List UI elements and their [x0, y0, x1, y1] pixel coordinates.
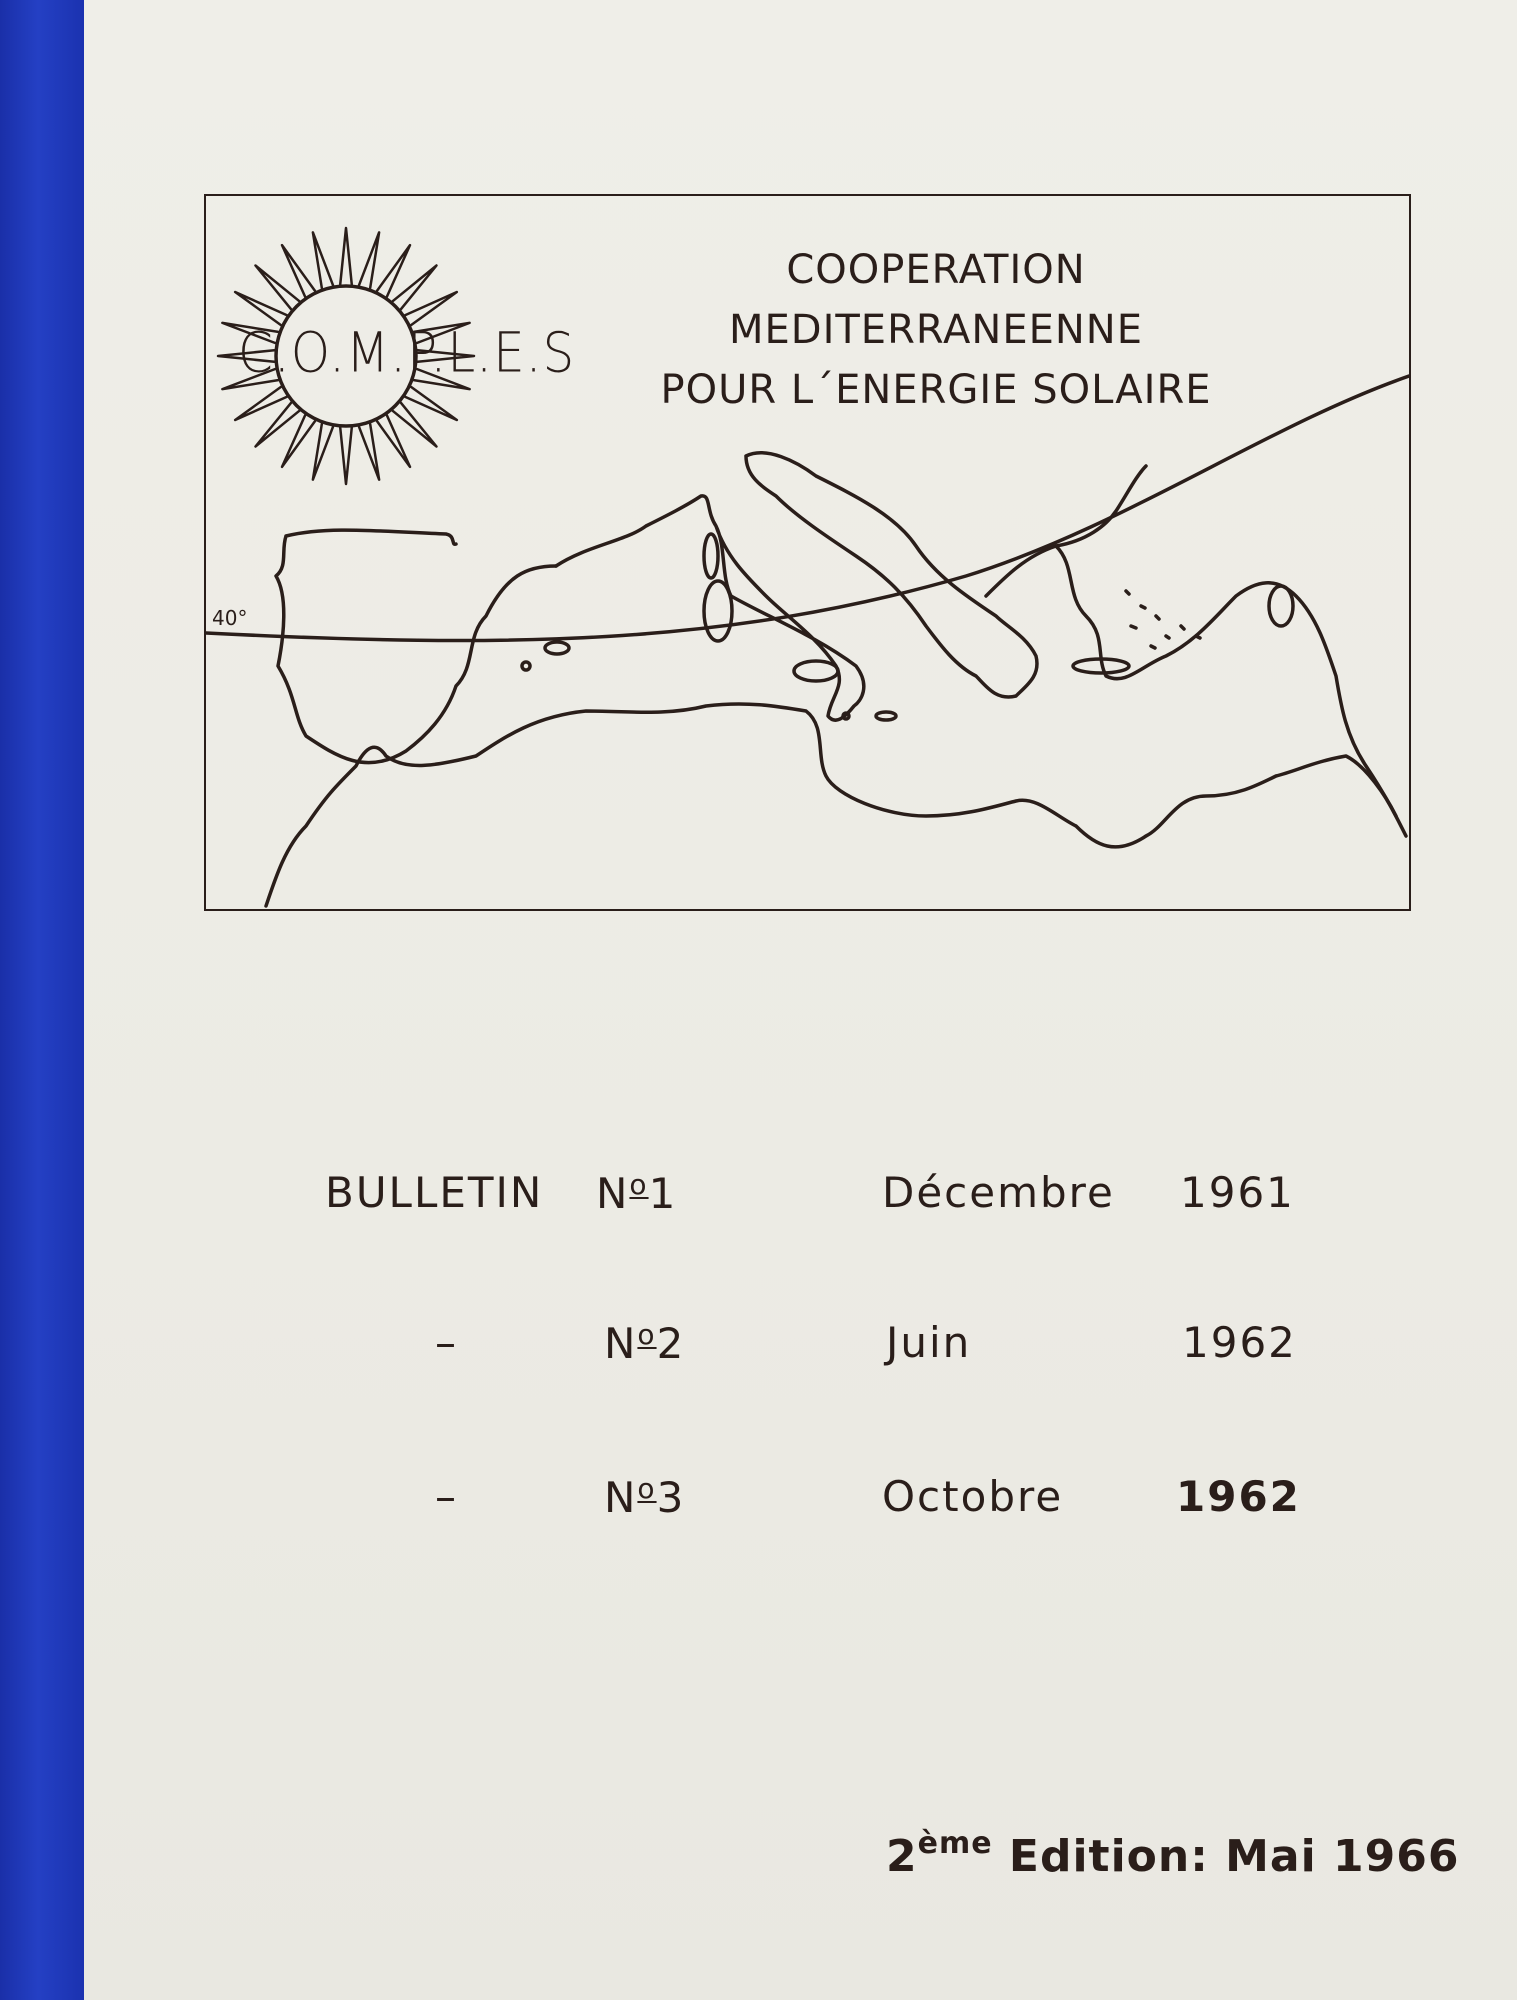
sun-ray: [377, 245, 410, 297]
bulletin-1-year: 1961: [1180, 1168, 1295, 1217]
sun-ray: [359, 424, 379, 480]
sun-ray: [313, 232, 333, 288]
balearic-island: [545, 642, 569, 654]
corsica-island: [704, 534, 718, 578]
sun-ray: [405, 387, 457, 420]
title-line-2: MEDITERRANEENNE: [728, 307, 1143, 353]
edition-note: 2ème Edition: Mai 1966: [886, 1826, 1460, 1882]
cyprus-island: [1269, 586, 1293, 626]
bulletin-1-number: $N^o1$: [596, 1168, 678, 1218]
bulletin-3-prefix: –: [435, 1472, 458, 1521]
latitude-label: 40°: [212, 606, 248, 630]
title-line-1: COOPERATION: [786, 247, 1086, 293]
iberia-coast: [276, 530, 556, 763]
bulletin-3-number: $N^o3$: [604, 1472, 686, 1522]
title-line-3: POUR L´ENERGIE SOLAIRE: [660, 367, 1212, 413]
sun-ray: [235, 387, 287, 420]
binding-spine: [0, 0, 84, 2000]
sun-ray: [282, 415, 315, 467]
sun-ray: [340, 428, 352, 484]
bulletin-3-month: Octobre: [882, 1472, 1064, 1521]
logo-text: C.O.M.P.L.E.S: [238, 321, 576, 385]
page-title: [626, 240, 1246, 420]
bulletin-1-month: Décembre: [882, 1168, 1115, 1217]
island: [876, 712, 896, 720]
italy-boot: [746, 453, 1037, 697]
sun-ray: [340, 228, 352, 284]
africa-coast: [266, 704, 1396, 906]
sun-ray: [282, 245, 315, 297]
map-frame: [204, 194, 1411, 911]
balkan-coast: [986, 466, 1406, 836]
bulletin-2-prefix: –: [435, 1318, 458, 1367]
bulletin-1-prefix: BULLETIN: [325, 1168, 544, 1217]
sun-ray: [377, 415, 410, 467]
balearic-island: [522, 662, 530, 670]
sun-ray: [313, 424, 333, 480]
bulletin-3-year: 1962: [1176, 1472, 1301, 1521]
bulletin-2-number: $N^o2$: [604, 1318, 686, 1368]
bulletin-2-year: 1962: [1182, 1318, 1297, 1367]
sicily-island: [794, 661, 838, 681]
sardinia-island: [704, 581, 732, 641]
sun-ray: [359, 232, 379, 288]
bulletin-2-month: Juin: [886, 1318, 972, 1367]
